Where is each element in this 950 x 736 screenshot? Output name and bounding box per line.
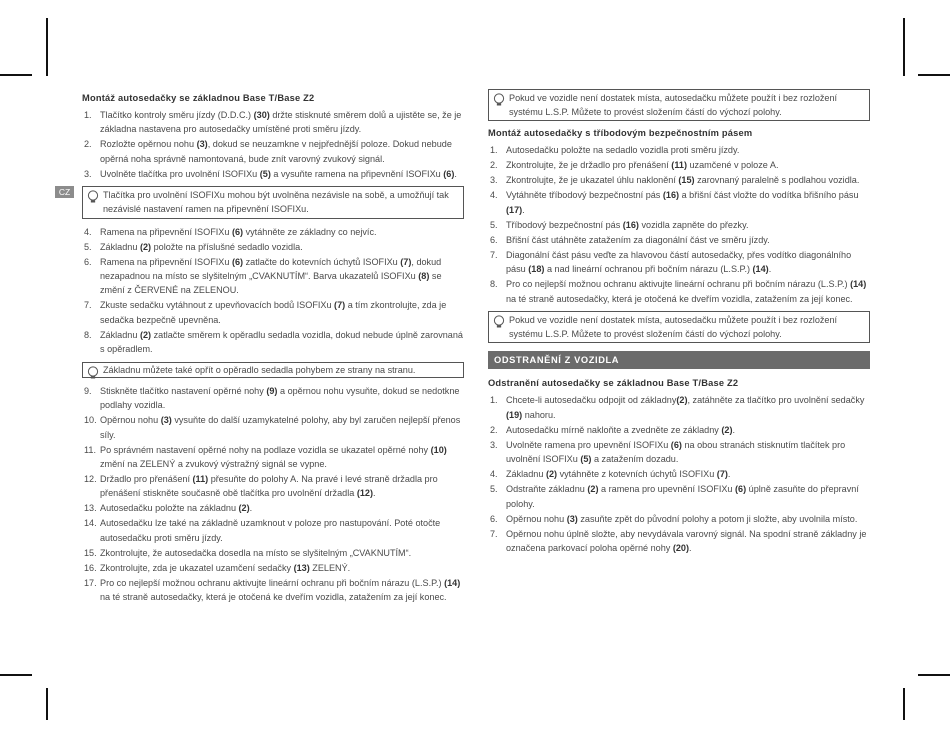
crop-mark — [918, 674, 950, 676]
item-number: 8. — [490, 279, 498, 290]
item-text: nahoru. — [522, 409, 556, 420]
item-text: Opěrnou nohu — [506, 513, 567, 524]
item-text: Stiskněte tlačítko nastavení opěrné nohy — [100, 385, 267, 396]
item-text: zatlačte do kotevních úchytů ISOFIXu — [243, 256, 401, 267]
list-item — [488, 173, 870, 187]
item-number: 2. — [490, 424, 498, 435]
list-item — [488, 393, 870, 422]
tip-text: Pokud ve vozidle není dostatek místa, autosedačku můžete použít i bez rozložení systému L.S.P. Můžete to provést složením částí do výchozí polohy. — [509, 93, 838, 118]
item-text: . — [727, 469, 731, 480]
item-number: 1. — [490, 145, 498, 156]
item-text: úplně zasuňte do přepravní polohy. — [506, 484, 859, 509]
crop-mark — [46, 18, 48, 76]
item-number: 10. — [84, 415, 97, 426]
list-item — [488, 218, 870, 232]
section-heading: Montáž autosedačky s tříbodovým bezpečnostním pásem — [488, 128, 753, 139]
item-text: Základnu — [506, 469, 546, 480]
part-reference: (15) — [678, 175, 695, 186]
item-text: vysuňte do další uzamykatelné polohy, aby byl zaručen nejlepší přenos síly. — [100, 415, 461, 440]
list-item — [82, 501, 464, 515]
right-column — [488, 92, 870, 556]
item-text: vytáhněte z kotevních úchytů ISOFIXu — [557, 469, 717, 480]
part-reference: (16) — [622, 219, 639, 230]
item-text: změní na ZELENÝ a zvukový výstražný signál se vypne. — [100, 459, 327, 470]
part-reference: (16) — [662, 190, 680, 201]
part-reference: (8) — [418, 271, 430, 282]
part-reference: (7) — [334, 300, 346, 311]
item-text: Diagonální část pásu veďte za hlavovou částí autosedačky, přes vodítko diagonálního pásu — [506, 249, 852, 275]
item-text: vytáhněte ze základny co nejvíc. — [243, 226, 377, 237]
item-number: 13. — [84, 503, 97, 514]
item-text: Základnu — [100, 241, 140, 252]
item-text: na té straně autosedačky, která je otočená ke dveřím vozidla, zatažením za její konec. — [506, 293, 853, 304]
item-text: Autosedačku mírně nakloňte a zvedněte ze základny — [506, 424, 722, 435]
tip-box — [82, 362, 464, 378]
item-text: Vytáhněte tříbodový bezpečnostní pás — [506, 190, 663, 201]
list-item — [488, 143, 870, 157]
part-reference: (13) — [293, 562, 310, 573]
item-text: a zatažením dozadu. — [591, 454, 679, 465]
item-number: 8. — [84, 329, 92, 340]
part-reference: (9) — [266, 385, 278, 396]
item-text: Zkontrolujte, že autosedačka dosedla na místo se slyšitelným „CVAKNUTÍM“. — [100, 547, 412, 558]
item-text: , dokud se neuzamkne v nejpřednější poloze. Dokud nebude opěrná noha správně namontovaná, bude znít varovný zvukový signál. — [100, 139, 452, 164]
item-text: se změní z ČERVENÉ na ZELENOU. — [100, 271, 442, 296]
section-heading: Odstranění autosedačky se základnou Base T/Base Z2 — [488, 378, 739, 389]
item-number: 6. — [84, 256, 92, 267]
item-text: Po správném nastavení opěrné nohy na podlaze vozidla se ukazatel opěrné nohy — [100, 444, 431, 455]
list-item — [82, 108, 464, 137]
part-reference: (3) — [566, 513, 578, 524]
crop-mark — [918, 74, 950, 76]
part-reference: (10) — [430, 444, 447, 455]
item-text: Autosedačku položte na sedadlo vozidla proti směru jízdy. — [506, 145, 740, 156]
part-reference: (7) — [716, 469, 728, 480]
item-number: 7. — [490, 249, 498, 260]
steps-list — [82, 384, 464, 605]
item-text: Opěrnou nohu úplně složte, aby nevydávala varovný signál. Na spodní straně základny je označena parkovací poloha opěrné nohy — [506, 528, 867, 554]
item-text: Autosedačku lze také na základně uzamknout v poloze pro nastupování. Poté otočte autosedačku proti směru jízdy. — [100, 518, 441, 543]
item-number: 6. — [490, 234, 498, 245]
item-number: 1. — [490, 395, 498, 406]
item-text: . — [689, 543, 692, 554]
list-item — [82, 472, 464, 501]
item-text: zatlačte směrem k opěradlu sedadla vozidla, dokud nebude úplně zarovnaná s opěradlem. — [100, 329, 463, 355]
tip-box — [488, 89, 870, 121]
part-reference: (14) — [850, 279, 867, 290]
list-item — [82, 576, 464, 605]
part-reference: (7) — [400, 256, 412, 267]
item-number: 12. — [84, 474, 97, 485]
tip-text: Pokud ve vozidle není dostatek místa, autosedačku můžete použít i bez rozložení systému L.S.P. Můžete to provést složením částí do výchozí polohy. — [509, 315, 838, 340]
item-text: Základnu — [100, 329, 140, 340]
item-number: 5. — [490, 219, 498, 230]
item-text: a opěrnou nohu vysuňte, dokud se nedotkne podlahy vozidla. — [100, 385, 460, 411]
part-reference: (30) — [253, 110, 270, 120]
list-item — [488, 512, 870, 526]
item-number: 3. — [84, 168, 92, 179]
part-reference: (12) — [356, 488, 373, 499]
item-text: Zkontrolujte, že je ukazatel úhlu naklonění — [506, 175, 679, 186]
part-reference: (3) — [196, 139, 208, 150]
crop-mark — [903, 18, 905, 76]
part-reference: (2) — [676, 395, 688, 406]
item-text: položte na příslušné sedadlo vozidla. — [151, 241, 303, 252]
list-item — [488, 527, 870, 556]
list-item — [82, 298, 464, 327]
item-text: a vysuňte ramena na připevnění ISOFIXu — [270, 168, 444, 179]
item-text: Odstraňte základnu — [506, 484, 588, 495]
item-text: na té straně autosedačky, která je otočená ke dveřím vozidla, zatažením za její konec. — [100, 592, 447, 603]
list-item — [82, 413, 464, 442]
item-number: 3. — [490, 439, 498, 450]
item-text: . — [372, 488, 376, 499]
part-reference: (20) — [672, 543, 690, 554]
tip-text: Základnu můžete také opřít o opěradlo sedadla pohybem ze strany na stranu. — [103, 364, 416, 375]
item-number: 6. — [490, 513, 498, 524]
list-item — [488, 423, 870, 437]
item-text: Pro co nejlepší možnou ochranu aktivujte lineární ochranu při bočním nárazu (L.S.P.) — [506, 279, 851, 290]
list-item — [488, 188, 870, 217]
list-item — [82, 443, 464, 472]
item-text: na obou stranách stisknutím tlačítek pro uvolnění ISOFIXu — [506, 439, 846, 465]
part-reference: (3) — [160, 415, 172, 426]
list-item — [82, 546, 464, 560]
item-text: a nad lineární ochranou při bočním nárazu (L.S.P.) — [544, 264, 753, 275]
item-number: 4. — [490, 469, 498, 480]
item-text: Zkuste sedačku vytáhnout z upevňovacích bodů ISOFIXu — [100, 300, 335, 311]
crop-mark — [0, 674, 32, 676]
item-text: . — [522, 204, 525, 215]
item-number: 16. — [84, 562, 97, 573]
item-number: 17. — [84, 577, 97, 588]
item-number: 5. — [490, 484, 498, 495]
item-text: Chcete-li autosedačku odpojit od základny — [506, 395, 677, 406]
item-text: Držadlo pro přenášení — [100, 474, 193, 485]
list-item — [488, 277, 870, 306]
list-item — [488, 467, 870, 481]
item-text: ZELENÝ. — [309, 562, 351, 573]
item-number: 7. — [490, 528, 498, 539]
list-item — [82, 328, 464, 357]
item-text: . — [732, 424, 736, 435]
part-reference: (19) — [506, 409, 523, 420]
part-reference: (14) — [444, 577, 461, 588]
steps-list — [82, 225, 464, 357]
language-tab: CZ — [55, 186, 74, 198]
item-text: . — [768, 264, 772, 275]
list-item — [488, 248, 870, 277]
part-reference: (6) — [735, 484, 747, 495]
list-item — [82, 561, 464, 575]
item-text: . — [249, 503, 253, 514]
part-reference: (6) — [443, 168, 455, 179]
item-number: 15. — [84, 547, 97, 558]
item-text: vozidla zapněte do přezky. — [638, 219, 749, 230]
part-reference: (6) — [231, 256, 244, 267]
part-reference: (2) — [139, 329, 152, 340]
steps-list — [488, 143, 870, 306]
part-reference: (2) — [139, 241, 152, 252]
item-number: 4. — [84, 226, 92, 237]
item-text: Tříbodový bezpečnostní pás — [506, 219, 623, 230]
tip-text: Tlačítka pro uvolnění ISOFIXu mohou být uvolněna nezávisle na sobě, a umožňují tak nezávislé nastavení ramen na připevnění ISOFIXu. — [103, 190, 449, 215]
item-number: 4. — [490, 190, 498, 201]
part-reference: (18) — [528, 264, 545, 275]
item-text: Břišní část utáhněte zatažením za diagonální část ve směru jízdy. — [506, 234, 770, 245]
item-text: Zkontrolujte, že je držadlo pro přenášení — [506, 160, 672, 171]
item-number: 3. — [490, 175, 498, 186]
item-text: zarovnaný paralelně s podlahou vozidla. — [694, 175, 860, 186]
item-number: 1. — [84, 110, 92, 120]
item-number: 2. — [490, 160, 498, 171]
part-reference: (2) — [721, 424, 733, 435]
item-text: Tlačítko kontroly směru jízdy (D.D.C.) — [100, 110, 254, 120]
list-item — [82, 240, 464, 254]
item-text: , zatáhněte za tlačítko pro uvolnění sedačky — [687, 395, 865, 406]
item-text: Pro co nejlepší možnou ochranu aktivujte lineární ochranu při bočním nárazu (L.S.P.) — [100, 577, 445, 588]
steps-list — [82, 108, 464, 181]
list-item — [488, 438, 870, 467]
part-reference: (2) — [545, 469, 558, 480]
list-item — [82, 167, 464, 181]
steps-list — [488, 393, 870, 555]
list-item — [82, 225, 464, 239]
part-reference: (2) — [587, 484, 599, 495]
item-text: Autosedačku položte na základnu — [100, 503, 239, 514]
item-number: 14. — [84, 518, 97, 529]
item-number: 2. — [84, 139, 92, 150]
item-text: uzamčené v poloze A. — [686, 160, 779, 171]
tip-box — [82, 186, 464, 218]
tip-box — [488, 311, 870, 343]
list-item — [488, 482, 870, 511]
item-text: Rozložte opěrnou nohu — [100, 139, 197, 150]
item-text: Uvolněte ramena pro upevnění ISOFIXu — [506, 439, 671, 450]
item-text: a tím zkontrolujte, zda je sedačka bezpečně upevněna. — [100, 300, 447, 325]
item-text: a ramena pro upevnění ISOFIXu — [598, 484, 735, 495]
part-reference: (5) — [580, 454, 592, 465]
list-item — [82, 384, 464, 413]
part-reference: (17) — [506, 204, 523, 215]
part-reference: (14) — [752, 264, 769, 275]
item-text: Ramena na připevnění ISOFIXu — [100, 256, 232, 267]
item-text: Zkontrolujte, zda je ukazatel uzamčení sedačky — [100, 562, 294, 573]
part-reference: (5) — [259, 168, 271, 179]
item-text: Uvolněte tlačítka pro uvolnění ISOFIXu — [100, 168, 260, 179]
part-reference: (6) — [670, 439, 682, 450]
item-text: držte stisknuté směrem dolů a ujistěte se, že je základna nastavena pro autosedačky umístěné proti směru jízdy. — [100, 110, 462, 135]
crop-mark — [903, 688, 905, 720]
part-reference: (11) — [192, 474, 209, 485]
list-item — [82, 137, 464, 166]
part-reference: (2) — [238, 503, 250, 514]
item-text: , dokud nezapadnou na místo se slyšitelným „CVAKNUTÍM“. Barva ukazatelů ISOFIXu — [100, 256, 442, 282]
item-text: . — [454, 168, 457, 179]
item-text: přesuňte do polohy A. Na pravé i levé straně držadla pro přenášení stiskněte současně obě tlačítka pro uvolnění držadla — [100, 474, 438, 499]
list-item — [82, 255, 464, 298]
item-text: Opěrnou nohu — [100, 415, 161, 426]
crop-mark — [46, 688, 48, 720]
left-column — [82, 92, 464, 605]
item-number: 11. — [84, 444, 96, 455]
list-item — [488, 158, 870, 172]
item-number: 9. — [84, 385, 92, 396]
section-heading: Montáž autosedačky se základnou Base T/Base Z2 — [82, 93, 315, 103]
list-item — [82, 516, 464, 545]
item-text: a břišní část vložte do vodítka břišního pásu — [679, 190, 859, 201]
part-reference: (6) — [231, 226, 244, 237]
item-text: zasuňte zpět do původní polohy a potom ji složte, aby uvolnila místo. — [577, 513, 858, 524]
item-number: 5. — [84, 241, 92, 252]
list-item — [488, 233, 870, 247]
crop-mark — [0, 74, 32, 76]
item-number: 7. — [84, 300, 92, 311]
section-bar: ODSTRANĚNÍ Z VOZIDLA — [488, 351, 870, 369]
item-text: Ramena na připevnění ISOFIXu — [100, 226, 232, 237]
part-reference: (11) — [671, 160, 687, 171]
